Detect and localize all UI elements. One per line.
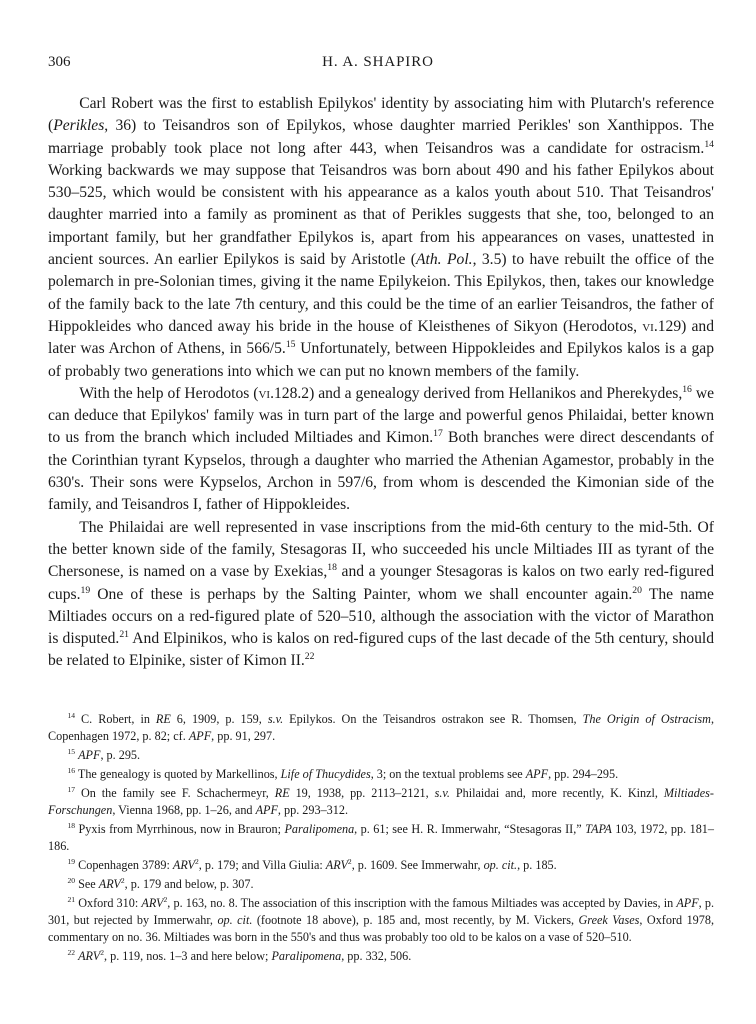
page-header xyxy=(48,54,708,76)
footnote-ref-16[interactable]: 16 xyxy=(682,383,692,395)
footnote-ref-14[interactable]: 14 xyxy=(704,138,714,150)
footnote-ref-15[interactable]: 15 xyxy=(285,339,296,351)
running-head: H. A. SHAPIRO xyxy=(322,54,434,70)
footnotes xyxy=(48,711,714,966)
paragraph-1: Carl Robert was the first to establish Epilykos' identity by associating him with Plutarch's reference (Perikles, 36) to Teisandros son of Epilykos, whose daughter married Perikles' son Xanthippos. The marriage probably took place not long after 443, when Teisandros was a candidate for ostracism.$^{14}$ Working backwards we may suppose that Teisandros was born about 490 and his father Epilykos about 530–525, which would be consistent with his appearance as a kalos youth about 510. That Teisandros' daughter married into a family as prominent as that of Perikles suggests that she, too, belonged to an important family, but her grandfather Epilykos is, apart from his appearances on vases, unattested in ancient sources. An earlier Epilykos is said by Aristotle (Ath. Pol., 3.5) to have rebuilt the office of the polemarch in pre-Solonian times, giving it the name Epilykeion. This Epilykos, then, takes our knowledge of the family back to the late 7th century, and this could be the time of an earlier Teisandros, the father of Hippokleides who danced away his bride in the house of Kleisthenes of Sikyon (Herodotos, vi.129) and later was Archon of Athens, in 566/5.15 Unfortunately, between Hippokleides and Epilykos kalos is a gap of probably two generations into which we can put no known members of the family. xyxy=(48,95,715,380)
footnote-15: $^{15}$ APF, p. 295. xyxy=(67,746,141,762)
footnote-18: $^{18}$ Pyxis from Myrrhinous, now in Brauron; Paralipomena, p. 61; see H. R. Immerwahr, “Stesagoras II,” TAPA 103, 1972, pp. 181–186. xyxy=(48,820,714,853)
footnote-20: $^{20}$ See ARV$^2$, p. 179 and below, p. 307. xyxy=(67,875,254,891)
footnote-22: $^{22}$ ARV$^2$, p. 119, nos. 1–3 and here below; Paralipomena, pp. 332, 506. xyxy=(67,947,412,963)
footnote-16: $^{16}$ The genealogy is quoted by Markellinos, Life of Thucydides, 3; on the textual problems see APF, pp. 294–295. xyxy=(67,765,619,781)
footnote-17: $^{17}$ On the family see F. Schachermeyr, RE 19, 1938, pp. 2113–2121, s.v. Philaidai and, more recently, K. Kinzl, Miltiades-Forschungen, Vienna 1968, pp. 1–26, and APF, pp. 293–312. xyxy=(48,784,714,817)
footnote-ref-22[interactable]: 22 xyxy=(304,651,315,663)
footnote-ref-19[interactable]: 19 xyxy=(80,584,91,596)
footnote-ref-20[interactable]: 20 xyxy=(632,584,642,596)
main-text xyxy=(48,93,714,673)
footnote-ref-21[interactable]: 21 xyxy=(119,628,129,640)
footnote-21: $^{21}$ Oxford 310: ARV$^2$, p. 163, no. 8. The association of this inscription with the famous Miltiades was accepted by Davies, in APF, p. 301, but rejected by Immerwahr, op. cit. (footnote 18 above), p. 185 and, most recently, by M. Vickers, Greek Vases, Oxford 1978, commentary on no. 36. Miltiades was born in the 550's and thus was probably too old to be kalos on a vase of 520–510. xyxy=(48,894,715,944)
footnote-ref-18[interactable]: 18 xyxy=(327,562,337,574)
page-number: 306 xyxy=(48,54,71,70)
footnote-ref-17[interactable]: 17 xyxy=(433,428,443,440)
paragraph-3: The Philaidai are well represented in vase inscriptions from the mid-6th century to the mid-5th. Of the better known side of the family, Stesagoras II, who succeeded his uncle Miltiades III as tyrant of the Chersonese, is named on a vase by Exekias,$^{18}$ and a younger Stesagoras is kalos on two early red-figured cups.$^{19}$ One of these is perhaps by the Salting Painter, whom we shall encounter again.$^{20}$ The name Miltiades occurs on a red-figured plate of 520–510, although the association with the victor of Marathon is disputed.$^{21}$ And Elpinikos, who is kalos on red-figured cups of the last decade of the 5th century, should be related to Elpinike, sister of Kimon II.$^{22}$ xyxy=(48,518,714,670)
paragraph-2: With the help of Herodotos (vi.128.2) and a genealogy derived from Hellanikos and Pherekydes,$^{16}$ we can deduce that Epilykos' family was in turn part of the large and powerful genos Philaidai, better known to us from the branch which included Miltiades and Kimon.$^{17}$ Both branches were direct descendants of the Corinthian tyrant Kypselos, through a daughter who married the Athenian Agamestor, probably in the 630's. Their sons were Kypselos, Archon in 597/6, from whom is descended the Kimonian side of the family, and Teisandros I, father of Hippokleides. xyxy=(48,383,714,514)
footnote-19: $^{19}$ Copenhagen 3789: ARV$^2$, p. 179; and Villa Giulia: ARV$^2$, p. 1609. See Immerwahr, op. cit., p. 185. xyxy=(67,856,557,872)
footnote-14: $^{14}$ C. Robert, in RE 6, 1909, p. 159, s.v. Epilykos. On the Teisandros ostrakon see R. Thomsen, The Origin of Ostracism, Copenhagen 1972, p. 82; cf. APF, pp. 91, 297. xyxy=(48,710,715,744)
